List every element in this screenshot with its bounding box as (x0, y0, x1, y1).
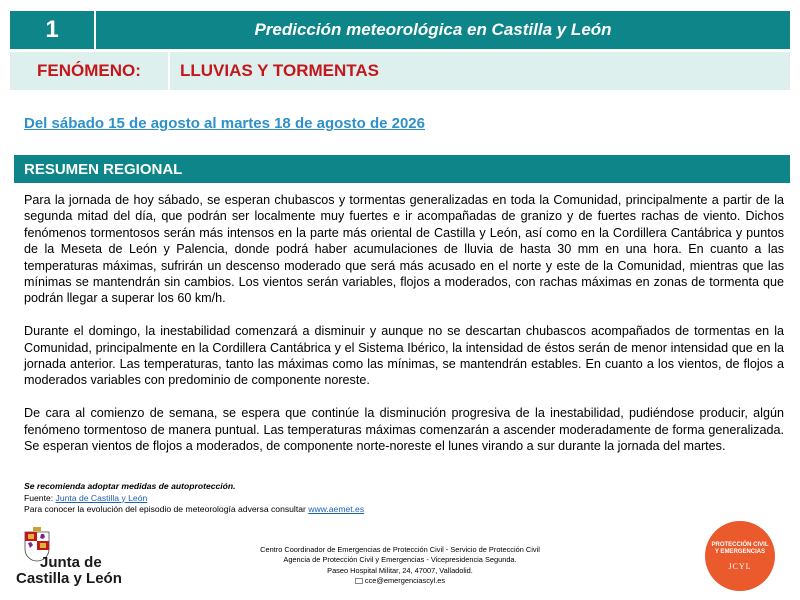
footer-email-line (200, 576, 600, 586)
notes (24, 481, 364, 516)
phenomenon-value: LLUVIAS Y TORMENTAS (180, 61, 379, 80)
logo-line-1: Junta de (40, 554, 102, 571)
badge-line-3: JCYL (728, 561, 752, 571)
paragraph-3: De cara al comienzo de semana, se espera que continúe la disminución progresiva de la inestabilidad, pudiéndose producir, algún fenómeno tormentoso de manera puntual. Las temperaturas máximas comenzarán a ascender moderadamente de forma generalizada. Se esperan vientos de flojos a moderados, de componente norte-noreste el lunes virando a sur durante la jornada del martes. (24, 406, 784, 454)
evolution-line (24, 504, 364, 516)
source-link[interactable]: Junta de Castilla y León (55, 492, 148, 503)
proteccion-civil-badge (705, 521, 775, 591)
footer (200, 545, 600, 587)
source-label: Fuente: (24, 492, 54, 503)
evolution-text: Para conocer la evolución del episodio de meteorología adversa consultar (24, 504, 306, 514)
paragraph-1: Para la jornada de hoy sábado, se esperan chubascos y tormentas generalizadas en toda la Comunidad, principalmente a partir de la segunda mitad del día, que podrán ser localmente muy fuertes e ir acompañadas de granizo y de fuertes rachas de viento. Dichos fenómenos tormentosos serán más intensos en la parte más oriental de Castilla y León, así como en la Cordillera Cantábrica y puntos de la Meseta de León y Palencia, donde podrá haber acumulaciones de lluvia de hasta 30 mm en una hora. En cuanto a las temperaturas máximas, sufrirán un descenso moderado que será más acusado en el norte y este de la Comunidad, mientras que las mínimas se mantendrán sin cambios. Los vientos serán variables, flojos a moderados, con rachas máximas en zonas de tormenta que podrán llegar a superar los 60 km/h. (24, 193, 784, 306)
bulletin-number: 1 (10, 11, 96, 49)
source-line (24, 493, 364, 505)
page-title: Predicción meteorológica en Castilla y León (254, 20, 612, 39)
mail-icon (355, 578, 363, 584)
phenomenon-bar (10, 52, 790, 90)
recommendation-text: Se recomienda adoptar medidas de autoprotección. (24, 481, 236, 491)
badge-line-1: PROTECCIÓN CIVIL (711, 541, 769, 548)
aemet-link[interactable]: www.aemet.es (308, 504, 365, 514)
footer-line-1: Centro Coordinador de Emergencias de Protección Civil - Servicio de Protección Civil (260, 545, 540, 554)
logo-line-2: Castilla y León (16, 570, 122, 587)
footer-line-2: Agencia de Protección Civil y Emergencias - Vicepresidencia Segunda. (283, 555, 517, 565)
phenomenon-label: FENÓMENO: (10, 52, 170, 90)
section-title: RESUMEN REGIONAL (14, 155, 790, 183)
footer-email[interactable]: cce@emergenciascyl.es (364, 576, 446, 586)
footer-line-3: Paseo Hospital Militar, 24, 47007, Valladolid. (327, 565, 473, 575)
header-bar (10, 11, 790, 49)
paragraph-2: Durante el domingo, la inestabilidad comenzará a disminuir y aunque no se descartan chubascos acompañados de tormentas en la Comunidad, principalmente en la Cordillera Cantábrica y el Sistema Ibérico, la intensidad de éstos serán de menor intensidad que en la jornada anterior. Las temperaturas, tanto las máximas como las mínimas, se mantendrán estables. En cuanto a los vientos, de flojos a moderados variables con predominio de componente noreste. (24, 324, 784, 388)
jcyl-logo (16, 525, 126, 591)
badge-line-2: Y EMERGENCIAS (714, 548, 766, 555)
forecast-body (24, 192, 784, 471)
date-range-link[interactable]: Del sábado 15 de agosto al martes 18 de agosto de 2026 (24, 115, 425, 132)
